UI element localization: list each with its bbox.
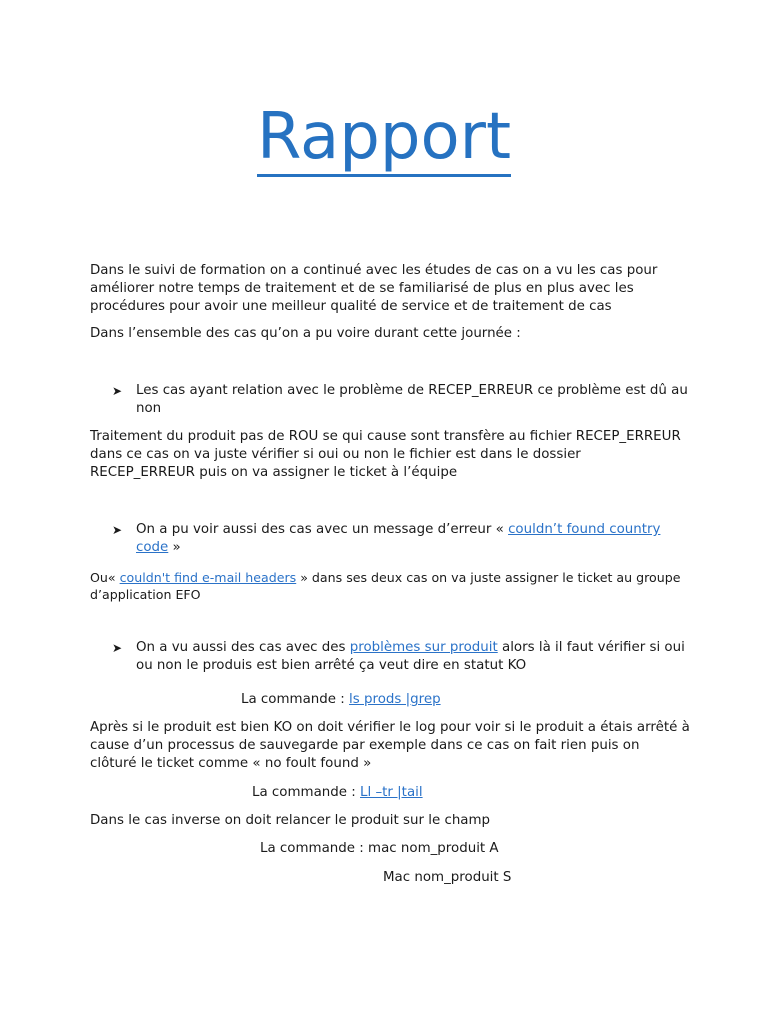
- email-headers-paragraph: [90, 569, 690, 603]
- link-couldnt-find-email-headers[interactable]: couldn't find e-mail headers: [119, 570, 297, 585]
- arrow-bullet-icon: ➤: [112, 384, 123, 398]
- bullet-problemes-after: alors là il faut vérifier si oui ou non le produis est bien arrêté ça veut dire en statut KO: [136, 640, 685, 673]
- summary-paragraph: Dans l’ensemble des cas qu’on a pu voire durant cette journée :: [90, 326, 521, 341]
- bullet-country-code: [112, 521, 692, 557]
- link-ls-prods-grep[interactable]: ls prods |grep: [349, 692, 441, 707]
- bullet-country-code-before: On a pu voir aussi des cas avec un message d’erreur «: [136, 522, 509, 537]
- bullet-country-code-text: [136, 521, 692, 557]
- bullet-country-code-after: »: [168, 540, 181, 555]
- ko-log-paragraph: Après si le produit est bien KO on doit vérifier le log pour voir si le produit a étais arrêté à cause d’un processus de sauvegarde par exemple dans ce cas on fait rien puis on clôturé le ticket comme « no foult found »: [90, 720, 690, 771]
- relancer-paragraph: Dans le cas inverse on doit relancer le produit sur le champ: [90, 813, 491, 828]
- document-title-text: Rapport: [257, 100, 511, 177]
- command-mac-s: Mac nom_produit S: [383, 870, 512, 885]
- command-label: La commande :: [252, 785, 361, 800]
- command-ll-tr-tail: [252, 784, 423, 802]
- link-couldnt-found-country-code[interactable]: couldn’t found country code: [136, 522, 661, 555]
- link-problemes-sur-produit[interactable]: problèmes sur produit: [349, 640, 498, 655]
- email-headers-before: Ou«: [90, 570, 120, 585]
- bullet-recep-erreur-text: Les cas ayant relation avec le problème de RECEP_ERREUR ce problème est dû au non: [136, 383, 688, 416]
- arrow-bullet-icon: ➤: [112, 523, 123, 537]
- bullet-problemes-before: On a vu aussi des cas avec des: [136, 640, 350, 655]
- traitement-paragraph: Traitement du produit pas de ROU se qui cause sont transfère au fichier RECEP_ERREUR dans ce cas on va juste vérifier si oui ou non le fichier est dans le dossier RECEP_ERREUR puis on va assigner le ticket à l’équipe: [90, 429, 681, 480]
- email-headers-after: » dans ses deux cas on va juste assigner le ticket au groupe d’application EFO: [90, 570, 681, 602]
- arrow-bullet-icon: ➤: [112, 641, 123, 655]
- bullet-problemes-produit: [112, 639, 692, 675]
- command-ls-prods: [241, 691, 441, 709]
- document-title: [0, 98, 768, 176]
- command-label: La commande :: [241, 692, 350, 707]
- link-ll-tr-tail[interactable]: Ll –tr |tail: [360, 785, 423, 800]
- command-mac-a: La commande : mac nom_produit A: [260, 841, 499, 856]
- intro-paragraph: Dans le suivi de formation on a continué avec les études de cas on a vu les cas pour améliorer notre temps de traitement et de se familiarisé de plus en plus avec les procédures pour avoir une meilleur qualité de service et de traitement de cas: [90, 263, 658, 314]
- bullet-recep-erreur: [112, 382, 692, 418]
- bullet-problemes-produit-text: [136, 639, 692, 675]
